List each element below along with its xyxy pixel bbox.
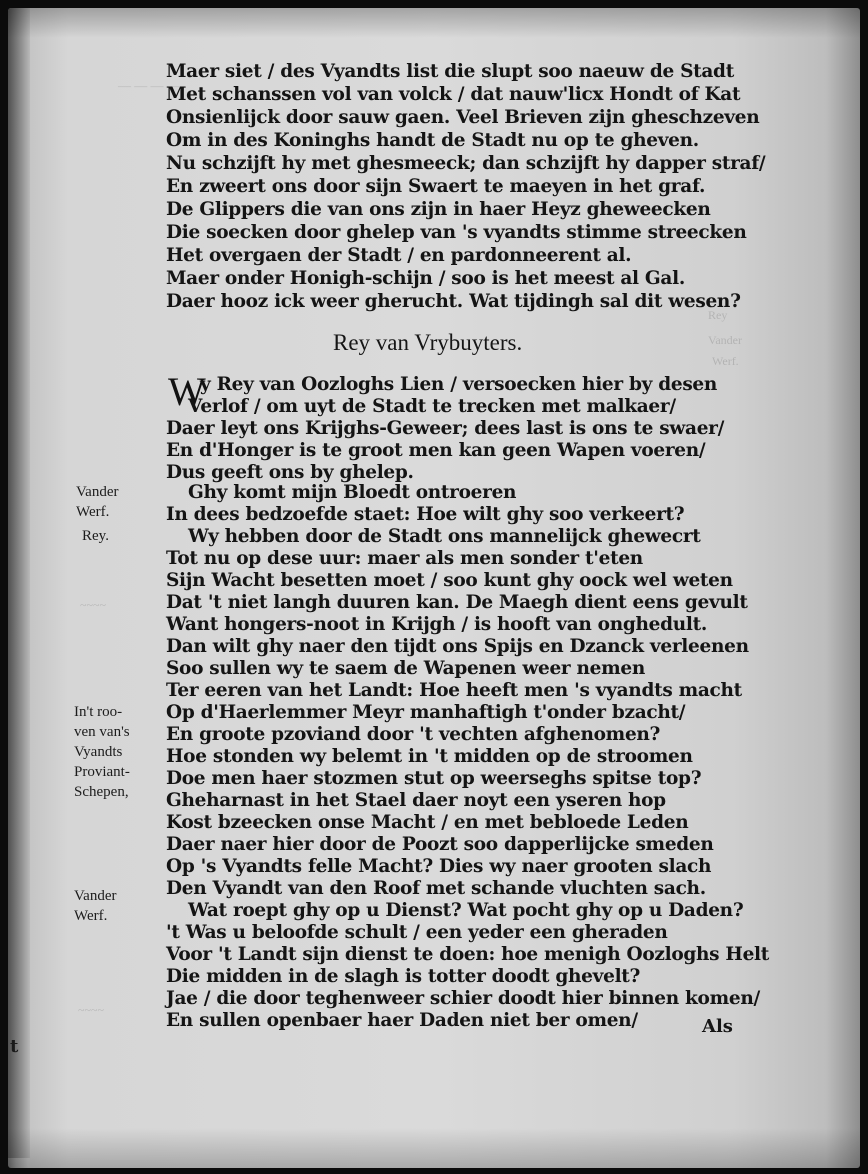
margin-note: ven van's xyxy=(74,724,130,740)
verse-line: Die midden in de slagh is totter doodt ghevelt? xyxy=(166,966,641,987)
show-through-text: Vander xyxy=(708,333,742,347)
verse-line: Hoe stonden wy belemt in 't midden op de stroomen xyxy=(166,746,693,767)
verse-line: Voor 't Landt sijn dienst te doen: hoe menigh Oozloghs Helt xyxy=(166,944,770,965)
page-shadow xyxy=(8,8,860,38)
book-page xyxy=(8,8,860,1168)
speaker-note: Vander xyxy=(76,484,119,500)
verse-line: Daer hooz ick weer gherucht. Wat tijdingh sal dit wesen? xyxy=(166,291,741,312)
show-through-text: Werf. xyxy=(712,354,739,368)
verse-line: Jae / die door teghenweer schier doodt hier binnen komen/ xyxy=(166,988,760,1009)
margin-note: In't roo- xyxy=(74,704,123,720)
margin-note: Vyandts xyxy=(74,744,123,760)
verse-line: En groote pzoviand door 't vechten afghenomen? xyxy=(166,724,661,745)
verse-line: Dan wilt ghy naer den tijdt ons Spijs en Dzanck verleenen xyxy=(166,636,749,657)
section-heading: Rey van Vrybuyters. xyxy=(333,330,523,355)
verse-line: Op d'Haerlemmer Meyr manhaftigh t'onder bzacht/ xyxy=(166,702,686,723)
show-through-text: Rey xyxy=(708,308,728,322)
verse-line: Ter eeren van het Landt: Hoe heeft men 's vyandts macht xyxy=(166,680,742,701)
verse-line: Daer naer hier door de Poozt soo dapperlijcke smeden xyxy=(166,834,714,855)
verse-line: 't Was u beloofde schult / een yeder een gheraden xyxy=(166,922,668,943)
verse-line: Het overgaen der Stadt / en pardonneerent al. xyxy=(166,245,632,266)
verse-line: Want hongers-noot in Krijgh / is hooft van onghedult. xyxy=(166,614,708,635)
show-through-text: ~~~~ xyxy=(78,1003,104,1017)
drop-cap: W xyxy=(168,369,206,414)
show-through-text: — — — — xyxy=(118,78,180,93)
margin-note: Proviant- xyxy=(74,764,130,780)
speaker-note: Rey. xyxy=(82,528,109,544)
verse-line: En sullen openbaer haer Daden niet ber omen/ xyxy=(166,1010,638,1031)
verse-line: Kost bzeecken onse Macht / en met bebloede Leden xyxy=(166,812,689,833)
verse-line: Ghy komt mijn Bloedt ontroeren xyxy=(188,482,517,503)
verse-line: Nu schzijft hy met ghesmeeck; dan schzijft hy dapper straf/ xyxy=(166,153,766,174)
verse-line: En zweert ons door sijn Swaert te maeyen in het graf. xyxy=(166,176,706,197)
verse-line: Om in des Koninghs handt de Stadt nu op te gheven. xyxy=(166,130,699,151)
verse-line: Onsienlijck door sauw gaen. Veel Brieven zijn gheschzeven xyxy=(166,107,760,128)
verse-line: Soo sullen wy te saem de Wapenen weer nemen xyxy=(166,658,646,679)
verse-line: De Glippers die van ons zijn in haer Heyz gheweecken xyxy=(166,199,711,220)
verse-line: Wat roept ghy op u Dienst? Wat pocht ghy op u Daden? xyxy=(188,900,744,921)
speaker-note: Werf. xyxy=(74,908,108,924)
verse-line: Op 's Vyandts felle Macht? Dies wy naer grooten slach xyxy=(166,856,712,877)
verse-line: Maer onder Honigh-schijn / soo is het meest al Gal. xyxy=(166,268,685,289)
verse-line: En d'Honger is te groot men kan geen Wapen voeren/ xyxy=(166,440,706,461)
verse-line: Tot nu op dese uur: maer als men sonder t'eten xyxy=(166,548,643,569)
verse-line: Sijn Wacht besetten moet / soo kunt ghy oock wel weten xyxy=(166,570,733,591)
verse-line: y Rey van Oozloghs Lien / versoecken hier by desen xyxy=(200,374,718,395)
facing-page-mark: t xyxy=(10,1036,19,1057)
verse-line: Doe men haer stozmen stut op weerseghs spitse top? xyxy=(166,768,702,789)
catchword: Als xyxy=(702,1016,733,1037)
verse-line: Dat 't niet langh duuren kan. De Maegh dient eens gevult xyxy=(166,592,748,613)
speaker-note: Vander xyxy=(74,888,117,904)
verse-line: Verlof / om uyt de Stadt te trecken met malkaer/ xyxy=(188,396,676,417)
verse-line: Den Vyandt van den Roof met schande vluchten sach. xyxy=(166,878,706,899)
verse-line: Met schanssen vol van volck / dat nauw'licx Hondt of Kat xyxy=(166,84,741,105)
verse-line: Maer siet / des Vyandts list die slupt soo naeuw de Stadt xyxy=(166,61,734,82)
speaker-note: Werf. xyxy=(76,504,110,520)
margin-note: Schepen, xyxy=(74,784,129,800)
verse-line: Dus geeft ons by ghelep. xyxy=(166,462,414,483)
verse-line: Daer leyt ons Krijghs-Geweer; dees last is ons te swaer/ xyxy=(166,418,725,439)
page-shadow xyxy=(8,1128,860,1168)
verse-line: In dees bedzoefde staet: Hoe wilt ghy soo verkeert? xyxy=(166,504,685,525)
verse-line: Die soecken door ghelep van 's vyandts stimme streecken xyxy=(166,222,747,243)
verse-line: Gheharnast in het Stael daer noyt een yseren hop xyxy=(166,790,666,811)
show-through-text: ~~~~ xyxy=(80,598,106,612)
verse-line: Wy hebben door de Stadt ons mannelijck ghewecrt xyxy=(188,526,701,547)
facing-page-edge xyxy=(8,8,30,1158)
